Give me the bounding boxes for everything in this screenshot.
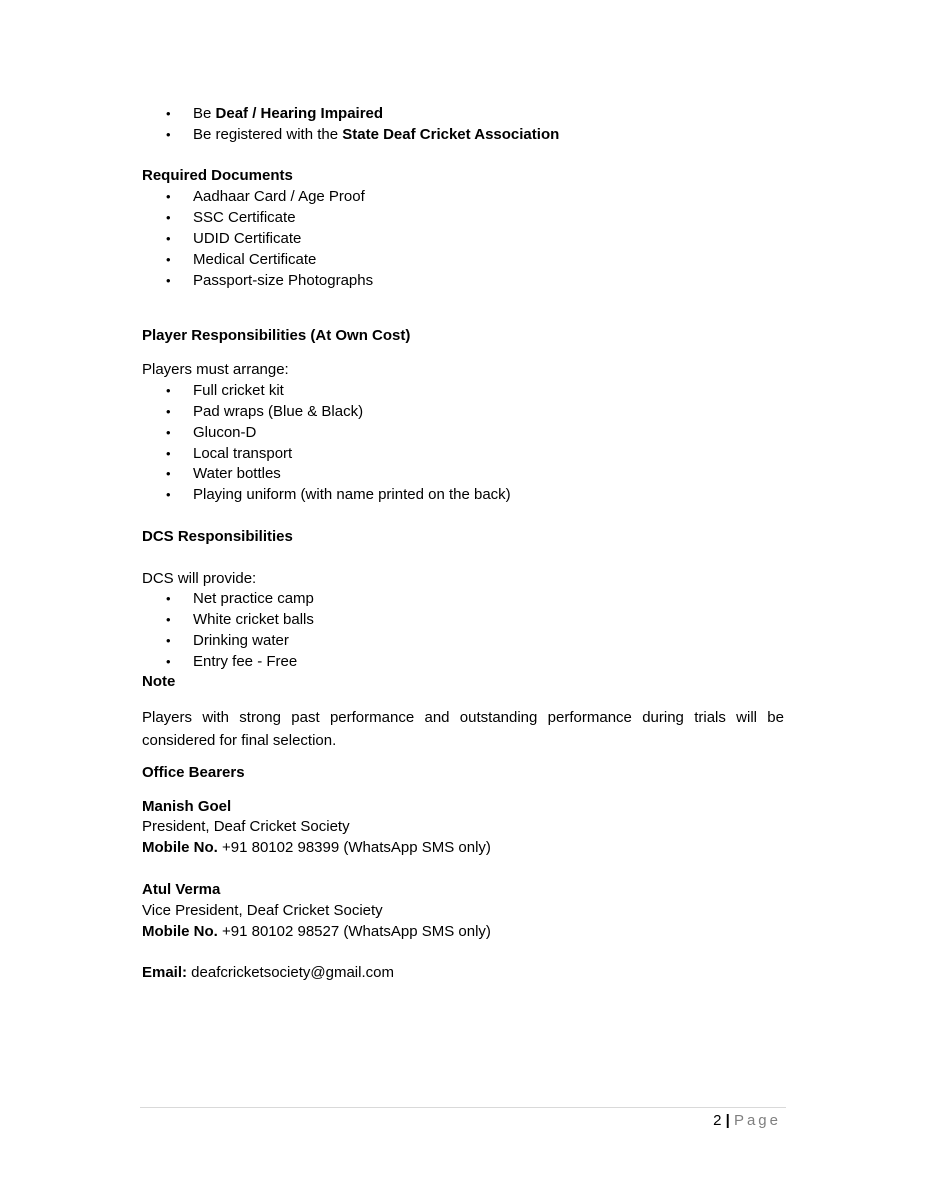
bullet: • <box>166 127 171 142</box>
bullet: • <box>166 487 171 502</box>
bullet: • <box>166 654 171 669</box>
document-item: Passport-size Photographs <box>193 272 374 289</box>
email-label: Email: <box>142 964 188 981</box>
email-line <box>142 962 394 983</box>
bearer-title: President, Deaf Cricket Society <box>142 818 350 835</box>
email-address: deafcricketsociety@gmail.com <box>187 964 394 981</box>
bullet: • <box>166 425 171 440</box>
bullet: • <box>166 404 171 419</box>
bullet: • <box>166 383 171 398</box>
dcs-resp-item: Net practice camp <box>193 590 314 607</box>
mobile-number: +91 80102 98399 (WhatsApp SMS only) <box>217 839 491 856</box>
page-footer <box>713 1110 781 1131</box>
note-text: Players with strong past performance and outstanding performance during trials will be considered for final selection. <box>142 709 784 749</box>
page-number: 2 <box>713 1112 722 1129</box>
player-resp-item: Glucon-D <box>193 424 257 441</box>
player-resp-item: Full cricket kit <box>193 382 284 399</box>
eligibility-item-text: Be <box>193 105 216 122</box>
eligibility-item <box>193 124 559 145</box>
mobile-label: Mobile No. <box>142 839 218 856</box>
mobile-label: Mobile No. <box>142 923 218 940</box>
document-item: Medical Certificate <box>193 251 317 268</box>
dcs-resp-item: White cricket balls <box>193 611 314 628</box>
player-resp-heading: Player Responsibilities (At Own Cost) <box>142 327 411 344</box>
bearer-mobile <box>142 921 491 942</box>
eligibility-item-text: Be registered with the <box>193 126 343 143</box>
dcs-resp-item: Entry fee - Free <box>193 653 298 670</box>
player-resp-item: Local transport <box>193 445 293 462</box>
bullet: • <box>166 466 171 481</box>
player-resp-item: Pad wraps (Blue & Black) <box>193 403 364 420</box>
player-resp-item: Water bottles <box>193 465 281 482</box>
eligibility-item <box>193 103 383 124</box>
bearer-name: Atul Verma <box>142 881 221 898</box>
eligibility-item-bold: State Deaf Cricket Association <box>342 126 560 143</box>
bullet: • <box>166 612 171 627</box>
document-item: UDID Certificate <box>193 230 302 247</box>
player-resp-intro: Players must arrange: <box>142 361 289 378</box>
dcs-resp-intro: DCS will provide: <box>142 570 257 587</box>
bullet: • <box>166 210 171 225</box>
footer-divider <box>140 1107 786 1108</box>
bullet: • <box>166 252 171 267</box>
dcs-resp-item: Drinking water <box>193 632 289 649</box>
document-item: Aadhaar Card / Age Proof <box>193 188 365 205</box>
bullet: • <box>166 189 171 204</box>
documents-heading: Required Documents <box>142 167 293 184</box>
bearer-mobile <box>142 837 491 858</box>
bearer-title: Vice President, Deaf Cricket Society <box>142 902 383 919</box>
dcs-resp-heading: DCS Responsibilities <box>142 528 293 545</box>
bearer-name: Manish Goel <box>142 798 232 815</box>
document-item: SSC Certificate <box>193 209 296 226</box>
mobile-number: +91 80102 98527 (WhatsApp SMS only) <box>217 923 491 940</box>
bullet: • <box>166 591 171 606</box>
page-label: Page <box>733 1112 781 1129</box>
bullet: • <box>166 633 171 648</box>
bullet: • <box>166 273 171 288</box>
bullet: • <box>166 106 171 121</box>
bullet: • <box>166 446 171 461</box>
office-heading: Office Bearers <box>142 764 245 781</box>
player-resp-item: Playing uniform (with name printed on the back) <box>193 486 511 503</box>
note-heading: Note <box>142 673 176 690</box>
bullet: • <box>166 231 171 246</box>
eligibility-item-bold: Deaf / Hearing Impaired <box>215 105 384 122</box>
footer-separator: | <box>725 1112 730 1129</box>
